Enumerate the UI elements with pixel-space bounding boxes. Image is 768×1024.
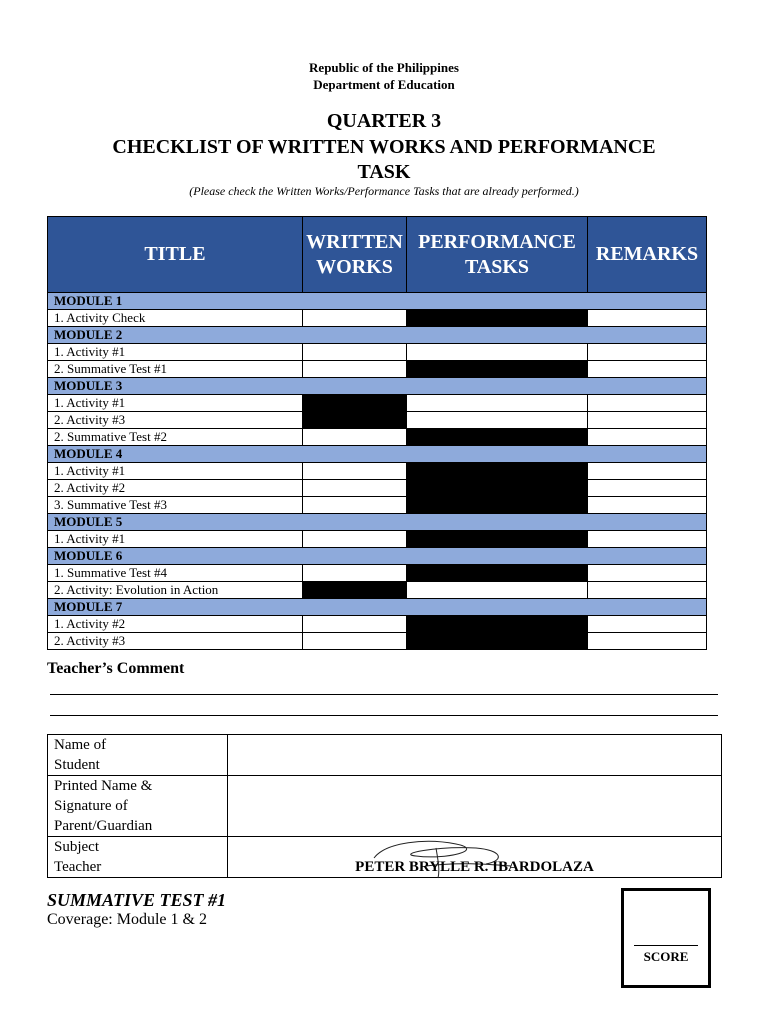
- column-header-remarks: REMARKS: [588, 217, 707, 293]
- activity-row: [48, 531, 707, 548]
- written-works-cell: [303, 395, 407, 412]
- module-row: [48, 378, 707, 395]
- teacher-comment-label: Teacher’s Comment: [47, 660, 185, 677]
- instruction-text: (Please check the Written Works/Performance Tasks that are already performed.): [189, 184, 579, 198]
- written-works-cell[interactable]: [303, 480, 407, 497]
- remarks-cell[interactable]: [588, 361, 707, 378]
- activity-row: [48, 344, 707, 361]
- comment-line[interactable]: [50, 715, 718, 716]
- remarks-cell[interactable]: [588, 310, 707, 327]
- written-works-cell[interactable]: [303, 616, 407, 633]
- subject-teacher-label-line: Teacher: [54, 859, 102, 875]
- student-name-label-line: Name of: [54, 737, 107, 753]
- parent-label-line: Signature of: [54, 798, 128, 814]
- performance-tasks-cell[interactable]: [407, 344, 588, 361]
- document-title-line2: TASK: [357, 161, 411, 183]
- activity-row: [48, 310, 707, 327]
- activity-label: 3. Summative Test #3: [48, 497, 303, 514]
- performance-tasks-cell: [407, 565, 588, 582]
- written-works-cell[interactable]: [303, 310, 407, 327]
- activity-label: 1. Activity #1: [48, 344, 303, 361]
- remarks-cell[interactable]: [588, 429, 707, 446]
- remarks-cell[interactable]: [588, 633, 707, 650]
- written-works-cell[interactable]: [303, 633, 407, 650]
- activity-row: [48, 565, 707, 582]
- quarter-heading: QUARTER 3: [326, 110, 442, 132]
- parent-signature-field[interactable]: [228, 776, 722, 837]
- column-header-performance-tasks: PERFORMANCE TASKS: [407, 217, 588, 293]
- written-works-cell[interactable]: [303, 531, 407, 548]
- comment-line[interactable]: [50, 694, 718, 695]
- subject-teacher-label: [48, 837, 228, 878]
- activity-label: 1. Activity #1: [48, 463, 303, 480]
- summative-test-title: SUMMATIVE TEST #1: [47, 890, 227, 910]
- module-label: MODULE 6: [48, 548, 707, 565]
- activity-row: [48, 361, 707, 378]
- activity-row: [48, 480, 707, 497]
- written-works-cell[interactable]: [303, 463, 407, 480]
- department-heading: Department of Education: [313, 77, 455, 92]
- performance-tasks-cell: [407, 497, 588, 514]
- written-works-cell[interactable]: [303, 429, 407, 446]
- written-works-cell[interactable]: [303, 344, 407, 361]
- module-row: [48, 446, 707, 463]
- module-label: MODULE 7: [48, 599, 707, 616]
- activity-label: 1. Activity #1: [48, 395, 303, 412]
- activity-row: [48, 633, 707, 650]
- parent-label-line: Printed Name &: [54, 778, 153, 794]
- column-header-title: TITLE: [48, 217, 303, 293]
- performance-tasks-cell: [407, 633, 588, 650]
- activity-label: 2. Activity: Evolution in Action: [48, 582, 303, 599]
- activity-row: [48, 582, 707, 599]
- performance-tasks-cell: [407, 531, 588, 548]
- written-works-cell: [303, 582, 407, 599]
- coverage-text: Coverage: Module 1 & 2: [47, 911, 207, 928]
- remarks-cell[interactable]: [588, 616, 707, 633]
- module-label: MODULE 3: [48, 378, 707, 395]
- performance-tasks-cell[interactable]: [407, 582, 588, 599]
- remarks-cell[interactable]: [588, 582, 707, 599]
- document-title-line1: CHECKLIST OF WRITTEN WORKS AND PERFORMANCE: [112, 136, 656, 158]
- remarks-cell[interactable]: [588, 412, 707, 429]
- activity-label: 1. Summative Test #4: [48, 565, 303, 582]
- written-works-cell: [303, 412, 407, 429]
- activity-label: 2. Summative Test #1: [48, 361, 303, 378]
- score-label: SCORE: [643, 949, 689, 964]
- written-works-cell[interactable]: [303, 497, 407, 514]
- remarks-cell[interactable]: [588, 480, 707, 497]
- parent-signature-label: [48, 776, 228, 837]
- performance-tasks-cell: [407, 463, 588, 480]
- written-works-cell[interactable]: [303, 565, 407, 582]
- remarks-cell[interactable]: [588, 497, 707, 514]
- activity-row: [48, 412, 707, 429]
- module-label: MODULE 5: [48, 514, 707, 531]
- student-name-field[interactable]: [228, 735, 722, 776]
- activity-label: 1. Activity Check: [48, 310, 303, 327]
- activity-row: [48, 463, 707, 480]
- activity-label: 2. Activity #2: [48, 480, 303, 497]
- activity-row: [48, 395, 707, 412]
- activity-row: [48, 616, 707, 633]
- module-label: MODULE 2: [48, 327, 707, 344]
- module-label: MODULE 4: [48, 446, 707, 463]
- subject-teacher-label-line: Subject: [54, 839, 99, 855]
- module-label: MODULE 1: [48, 293, 707, 310]
- written-works-cell[interactable]: [303, 361, 407, 378]
- performance-tasks-cell: [407, 616, 588, 633]
- score-line: [634, 945, 698, 946]
- parent-label-line: Parent/Guardian: [54, 818, 153, 834]
- remarks-cell[interactable]: [588, 531, 707, 548]
- performance-tasks-cell: [407, 480, 588, 497]
- activity-label: 1. Activity #1: [48, 531, 303, 548]
- student-name-label-line: Student: [54, 757, 100, 773]
- remarks-cell[interactable]: [588, 344, 707, 361]
- remarks-cell[interactable]: [588, 463, 707, 480]
- activity-row: [48, 497, 707, 514]
- activity-label: 2. Activity #3: [48, 633, 303, 650]
- module-row: [48, 327, 707, 344]
- republic-heading: Republic of the Philippines: [309, 60, 459, 75]
- performance-tasks-cell[interactable]: [407, 412, 588, 429]
- module-row: [48, 548, 707, 565]
- checklist-table: [47, 216, 707, 650]
- column-header-written-works: WRITTEN WORKS: [303, 217, 407, 293]
- student-name-label: [48, 735, 228, 776]
- performance-tasks-cell: [407, 361, 588, 378]
- module-row: [48, 514, 707, 531]
- checklist-body: [48, 293, 707, 650]
- performance-tasks-cell: [407, 429, 588, 446]
- activity-row: [48, 429, 707, 446]
- activity-label: 2. Summative Test #2: [48, 429, 303, 446]
- performance-tasks-cell[interactable]: [407, 395, 588, 412]
- score-box[interactable]: [621, 888, 711, 988]
- module-row: [48, 293, 707, 310]
- module-row: [48, 599, 707, 616]
- remarks-cell[interactable]: [588, 395, 707, 412]
- performance-tasks-cell: [407, 310, 588, 327]
- teacher-name: PETER BRYLLE R. IBARDOLAZA: [355, 859, 594, 875]
- activity-label: 1. Activity #2: [48, 616, 303, 633]
- remarks-cell[interactable]: [588, 565, 707, 582]
- activity-label: 2. Activity #3: [48, 412, 303, 429]
